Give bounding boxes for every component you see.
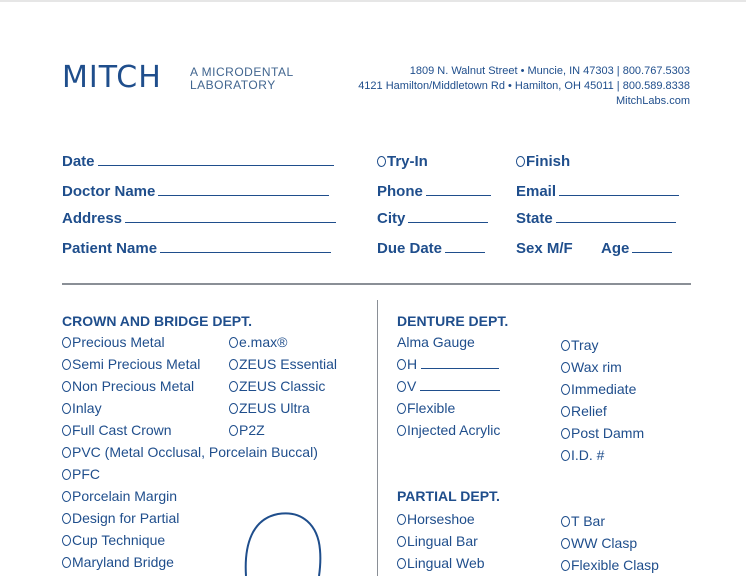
crown-option[interactable] <box>229 422 265 438</box>
radio-icon[interactable] <box>561 450 570 461</box>
denture-option-label: Flexible <box>407 400 456 416</box>
doctor-name-line <box>158 184 329 196</box>
logo-text: MITCH <box>62 60 162 95</box>
denture-option-label: Wax rim <box>571 359 622 375</box>
city-label: City <box>377 210 406 227</box>
crown-option[interactable] <box>229 378 325 394</box>
email-line <box>559 184 679 196</box>
finish-option[interactable] <box>516 153 570 170</box>
crown-option[interactable] <box>62 510 179 526</box>
crown-option[interactable] <box>62 488 177 504</box>
denture-option[interactable] <box>561 337 598 353</box>
state-line <box>556 211 676 223</box>
denture-option[interactable] <box>561 359 622 375</box>
date-field[interactable] <box>62 153 334 170</box>
age-label: Age <box>601 240 630 257</box>
radio-icon[interactable] <box>561 362 570 373</box>
section-divider <box>62 283 691 285</box>
partial-option[interactable] <box>561 535 637 551</box>
partial-option[interactable] <box>397 511 475 527</box>
crown-option[interactable] <box>62 334 165 350</box>
crown-option[interactable] <box>229 334 287 350</box>
radio-icon[interactable] <box>62 469 71 480</box>
doctor-name-field[interactable] <box>62 183 329 200</box>
crown-option[interactable] <box>62 356 200 372</box>
crown-option-label: P2Z <box>239 422 265 438</box>
radio-icon[interactable] <box>397 359 406 370</box>
sex-field[interactable] <box>516 240 573 257</box>
crown-option-label: Design for Partial <box>72 510 180 526</box>
address-label: Address <box>62 210 123 227</box>
crown-option-label: e.max® <box>239 334 288 350</box>
partial-option-label: T Bar <box>571 513 605 529</box>
city-field[interactable] <box>377 210 488 227</box>
denture-option-label: Tray <box>571 337 599 353</box>
address-hamilton: 4121 Hamilton/Middletown Rd • Hamilton, OH 45011 | 800.589.8338 <box>358 80 690 92</box>
radio-icon[interactable] <box>561 340 570 351</box>
partial-option-label: Horseshoe <box>407 511 475 527</box>
crown-bridge-title: CROWN AND BRIDGE DEPT. <box>62 313 253 329</box>
partial-option-label: Flexible Clasp <box>571 557 659 573</box>
radio-icon[interactable] <box>62 403 71 414</box>
radio-icon[interactable] <box>561 406 570 417</box>
crown-option[interactable] <box>62 400 102 416</box>
crown-option-label: Non Precious Metal <box>72 378 195 394</box>
crown-option[interactable] <box>229 356 337 372</box>
radio-icon[interactable] <box>62 337 71 348</box>
radio-icon[interactable] <box>397 425 406 436</box>
crown-option-label: Cup Technique <box>72 532 166 548</box>
radio-icon[interactable] <box>229 425 238 436</box>
partial-option[interactable] <box>561 513 605 529</box>
partial-option[interactable] <box>561 557 659 573</box>
website: MitchLabs.com <box>616 95 690 107</box>
partial-option-label: Lingual Bar <box>407 533 478 549</box>
radio-icon[interactable] <box>229 381 238 392</box>
radio-icon[interactable] <box>561 384 570 395</box>
due-date-field[interactable] <box>377 240 485 257</box>
radio-icon[interactable] <box>561 428 570 439</box>
address-muncie: 1809 N. Walnut Street • Muncie, IN 47303 | 800.767.5303 <box>409 65 690 77</box>
radio-icon[interactable] <box>397 514 406 525</box>
radio-icon[interactable] <box>62 425 71 436</box>
v-field[interactable] <box>397 378 500 394</box>
partial-title: PARTIAL DEPT. <box>397 488 500 504</box>
address-line <box>125 211 336 223</box>
denture-option-label: Post Damm <box>571 425 645 441</box>
radio-icon[interactable] <box>62 535 71 546</box>
crown-option-label: Porcelain Margin <box>72 488 178 504</box>
radio-icon[interactable] <box>229 359 238 370</box>
radio-icon[interactable] <box>62 491 71 502</box>
denture-title: DENTURE DEPT. <box>397 313 509 329</box>
radio-icon[interactable] <box>561 560 570 571</box>
denture-option[interactable] <box>561 425 644 441</box>
patient-name-line <box>160 241 331 253</box>
v-line <box>420 380 500 391</box>
date-label: Date <box>62 153 95 170</box>
denture-option-label: Immediate <box>571 381 637 397</box>
crown-option-label: Precious Metal <box>72 334 165 350</box>
crown-option[interactable] <box>62 422 172 438</box>
address-field[interactable] <box>62 210 336 227</box>
denture-option-label: Injected Acrylic <box>407 422 501 438</box>
h-field[interactable] <box>397 356 499 372</box>
date-line <box>98 154 334 166</box>
denture-option[interactable] <box>397 400 455 416</box>
logo-subtitle-line1: A MICRODENTAL <box>190 65 294 79</box>
patient-name-field[interactable] <box>62 240 331 257</box>
partial-option[interactable] <box>397 533 478 549</box>
denture-option-label: Relief <box>571 403 607 419</box>
crown-option-label: Maryland Bridge <box>72 554 174 570</box>
crown-option[interactable] <box>62 444 318 460</box>
phone-field[interactable] <box>377 183 491 200</box>
crown-option[interactable] <box>229 400 310 416</box>
column-divider <box>377 300 378 576</box>
radio-icon[interactable] <box>397 536 406 547</box>
age-line <box>632 241 672 253</box>
sex-label: Sex M/F <box>516 240 573 257</box>
radio-icon[interactable] <box>561 516 570 527</box>
email-label: Email <box>516 183 557 200</box>
top-border <box>0 0 746 2</box>
radio-icon[interactable] <box>62 447 71 458</box>
radio-icon[interactable] <box>62 381 71 392</box>
tryin-option[interactable] <box>377 153 428 170</box>
h-label: H <box>407 356 418 372</box>
partial-option-label: WW Clasp <box>571 535 638 551</box>
radio-icon[interactable] <box>62 513 71 524</box>
doctor-name-label: Doctor Name <box>62 183 156 200</box>
email-field[interactable] <box>516 183 679 200</box>
crown-option[interactable] <box>62 466 100 482</box>
crown-option[interactable] <box>62 378 194 394</box>
patient-name-label: Patient Name <box>62 240 158 257</box>
denture-option[interactable] <box>561 403 607 419</box>
phone-line <box>426 184 491 196</box>
partial-option[interactable] <box>397 555 485 571</box>
phone-label: Phone <box>377 183 423 200</box>
city-line <box>408 211 488 223</box>
radio-icon[interactable] <box>62 359 71 370</box>
radio-icon[interactable] <box>377 156 386 167</box>
crown-option[interactable] <box>62 554 174 570</box>
radio-icon[interactable] <box>229 403 238 414</box>
crown-option-label: ZEUS Ultra <box>239 400 310 416</box>
crown-option-label: PFC <box>72 466 100 482</box>
radio-icon[interactable] <box>229 337 238 348</box>
alma-gauge-label: Alma Gauge <box>397 334 475 350</box>
radio-icon[interactable] <box>397 381 406 392</box>
due-date-line <box>445 241 485 253</box>
due-date-label: Due Date <box>377 240 443 257</box>
denture-option-label: I.D. # <box>571 447 605 463</box>
crown-option[interactable] <box>62 532 165 548</box>
crown-option-label: PVC (Metal Occlusal, Porcelain Buccal) <box>72 444 318 460</box>
logo-subtitle-line2: LABORATORY <box>190 78 276 92</box>
denture-option[interactable] <box>397 422 500 438</box>
state-label: State <box>516 210 553 227</box>
state-field[interactable] <box>516 210 676 227</box>
radio-icon[interactable] <box>561 538 570 549</box>
denture-option[interactable] <box>561 381 636 397</box>
denture-option[interactable] <box>561 447 604 463</box>
age-field[interactable] <box>601 240 672 257</box>
partial-option-label: Lingual Web <box>407 555 485 571</box>
h-line <box>421 358 499 369</box>
tooth-outline-icon <box>240 505 330 576</box>
finish-label: Finish <box>526 153 571 170</box>
tryin-label: Try-In <box>387 153 428 170</box>
crown-option-label: Full Cast Crown <box>72 422 172 438</box>
crown-option-label: ZEUS Classic <box>239 378 326 394</box>
radio-icon[interactable] <box>62 557 71 568</box>
crown-option-label: ZEUS Essential <box>239 356 338 372</box>
crown-option-label: Inlay <box>72 400 102 416</box>
v-label: V <box>407 378 417 394</box>
crown-option-label: Semi Precious Metal <box>72 356 201 372</box>
radio-icon[interactable] <box>397 558 406 569</box>
radio-icon[interactable] <box>516 156 525 167</box>
radio-icon[interactable] <box>397 403 406 414</box>
